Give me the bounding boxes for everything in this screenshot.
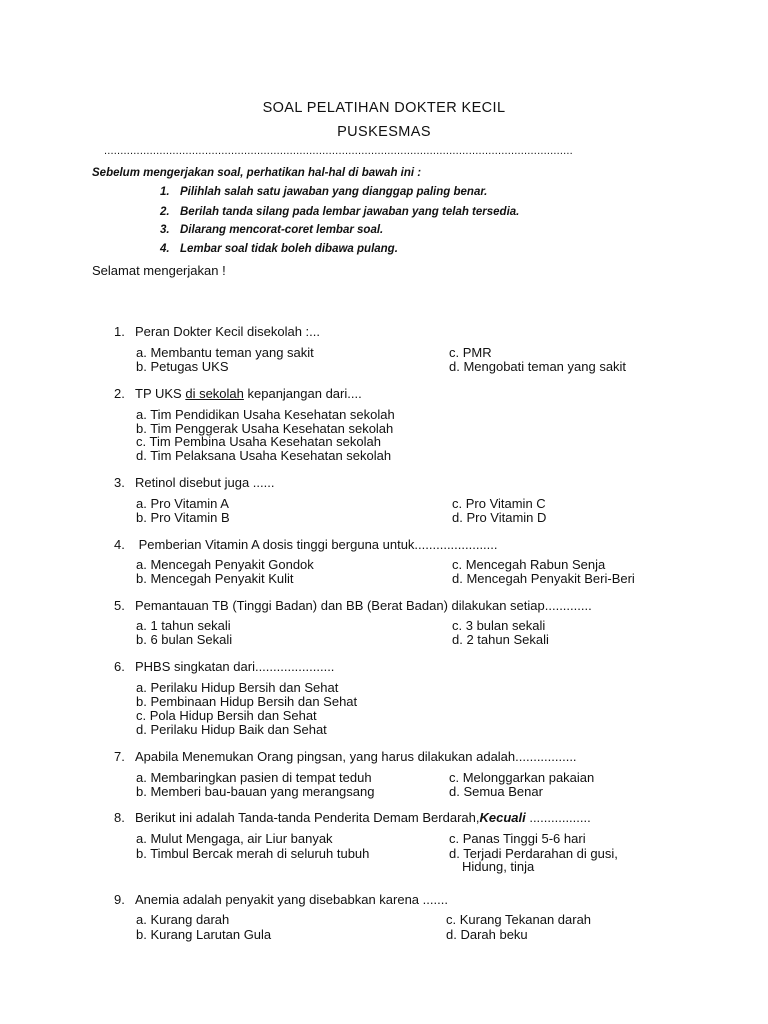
question-text: Peran Dokter Kecil disekolah :... xyxy=(135,324,320,339)
question-3 xyxy=(114,475,274,490)
instructions-heading: Sebelum mengerjakan soal, perhatikan hal-hal di bawah ini : xyxy=(92,167,422,179)
question-8 xyxy=(114,810,591,825)
option-c: c. Mencegah Rabun Senja xyxy=(452,557,606,572)
question-2 xyxy=(114,386,362,401)
option-a: a. 1 tahun sekali xyxy=(136,618,231,633)
option-b: b. Timbul Bercak merah di seluruh tubuh xyxy=(136,846,370,861)
rule-text: Berilah tanda silang pada lembar jawaban yang telah tersedia. xyxy=(180,206,520,218)
option-b: b. Petugas UKS xyxy=(136,359,229,374)
question-4 xyxy=(114,537,498,552)
dotted-separator: ................................................................................................................................................ xyxy=(104,145,573,157)
option-a: a. Kurang darah xyxy=(136,912,230,927)
option-c: c. PMR xyxy=(449,345,492,360)
option-d: d. 2 tahun Sekali xyxy=(452,632,549,647)
option-b: b. Memberi bau-bauan yang merangsang xyxy=(136,784,375,799)
option-a: a. Membantu teman yang sakit xyxy=(136,345,314,360)
document-subtitle: PUSKESMAS xyxy=(337,124,431,140)
rule-text: Dilarang mencorat-coret lembar soal. xyxy=(180,224,384,236)
question-number: 1. xyxy=(114,324,125,339)
question-text-part: Berikut ini adalah Tanda-tanda Penderita Demam Berdarah, xyxy=(135,810,480,825)
question-text-part: ................. xyxy=(525,810,591,825)
question-text: Pemantauan TB (Tinggi Badan) dan BB (Berat Badan) dilakukan setiap............. xyxy=(135,598,592,613)
option-a: a. Perilaku Hidup Bersih dan Sehat xyxy=(136,680,339,695)
question-text: Retinol disebut juga ...... xyxy=(135,475,275,490)
rule-number: 4. xyxy=(160,243,170,255)
question-text-emphasis: Kecuali xyxy=(479,810,526,825)
instruction-rule xyxy=(160,186,487,198)
question-text-part: TP UKS xyxy=(135,386,186,401)
question-number: 9. xyxy=(114,892,125,907)
option-d: d. Darah beku xyxy=(446,927,528,942)
option-c: c. Panas Tinggi 5-6 hari xyxy=(449,831,586,846)
instruction-rule xyxy=(160,206,519,218)
document-title: SOAL PELATIHAN DOKTER KECIL xyxy=(262,100,506,116)
option-d: d. Semua Benar xyxy=(449,784,543,799)
option-c: c. Melonggarkan pakaian xyxy=(449,770,595,785)
option-c: c. Pola Hidup Bersih dan Sehat xyxy=(136,708,317,723)
option-d: d. Mencegah Penyakit Beri-Beri xyxy=(452,571,635,586)
rule-number: 1. xyxy=(160,186,170,198)
question-number: 4. xyxy=(114,537,125,552)
question-number: 8. xyxy=(114,810,125,825)
question-9 xyxy=(114,892,448,907)
question-text-underlined: di sekolah xyxy=(185,386,244,401)
option-b: b. Kurang Larutan Gula xyxy=(136,927,272,942)
question-5 xyxy=(114,598,592,613)
question-number: 3. xyxy=(114,475,125,490)
option-d-continuation: Hidung, tinja xyxy=(462,859,535,874)
option-a: a. Mencegah Penyakit Gondok xyxy=(136,557,314,572)
question-number: 7. xyxy=(114,749,125,764)
question-7 xyxy=(114,749,577,764)
question-number: 5. xyxy=(114,598,125,613)
question-number: 6. xyxy=(114,659,125,674)
option-a: a. Membaringkan pasien di tempat teduh xyxy=(136,770,372,785)
rule-text: Pilihlah salah satu jawaban yang dianggap paling benar. xyxy=(180,186,488,198)
option-d: d. Perilaku Hidup Baik dan Sehat xyxy=(136,722,327,737)
greeting-text: Selamat mengerjakan ! xyxy=(92,263,226,278)
option-c: c. Pro Vitamin C xyxy=(452,496,546,511)
question-text: Apabila Menemukan Orang pingsan, yang harus dilakukan adalah................. xyxy=(135,749,577,764)
option-c: c. Kurang Tekanan darah xyxy=(446,912,592,927)
option-a: a. Pro Vitamin A xyxy=(136,496,229,511)
question-text: PHBS singkatan dari...................... xyxy=(135,659,335,674)
question-number: 2. xyxy=(114,386,125,401)
rule-number: 2. xyxy=(160,206,170,218)
question-1 xyxy=(114,324,320,339)
option-c: c. 3 bulan sekali xyxy=(452,618,546,633)
question-text: Anemia adalah penyakit yang disebabkan karena ....... xyxy=(135,892,448,907)
instruction-rule xyxy=(160,224,383,236)
option-d: d. Tim Pelaksana Usaha Kesehatan sekolah xyxy=(136,448,392,463)
question-text: Pemberian Vitamin A dosis tinggi berguna untuk....................... xyxy=(135,537,498,552)
option-b: b. 6 bulan Sekali xyxy=(136,632,233,647)
rule-text: Lembar soal tidak boleh dibawa pulang. xyxy=(180,243,398,255)
option-b: b. Mencegah Penyakit Kulit xyxy=(136,571,294,586)
option-b: b. Tim Penggerak Usaha Kesehatan sekolah xyxy=(136,421,394,436)
instruction-rule xyxy=(160,243,398,255)
option-a: a. Tim Pendidikan Usaha Kesehatan sekolah xyxy=(136,407,395,422)
option-b: b. Pro Vitamin B xyxy=(136,510,230,525)
option-a: a. Mulut Mengaga, air Liur banyak xyxy=(136,831,333,846)
question-text-part: kepanjangan dari.... xyxy=(243,386,362,401)
option-c: c. Tim Pembina Usaha Kesehatan sekolah xyxy=(136,434,381,449)
question-6 xyxy=(114,659,334,674)
option-d: d. Mengobati teman yang sakit xyxy=(449,359,627,374)
option-b: b. Pembinaan Hidup Bersih dan Sehat xyxy=(136,694,358,709)
rule-number: 3. xyxy=(160,224,170,236)
option-d: d. Terjadi Perdarahan di gusi, xyxy=(449,846,618,861)
option-d: d. Pro Vitamin D xyxy=(452,510,547,525)
